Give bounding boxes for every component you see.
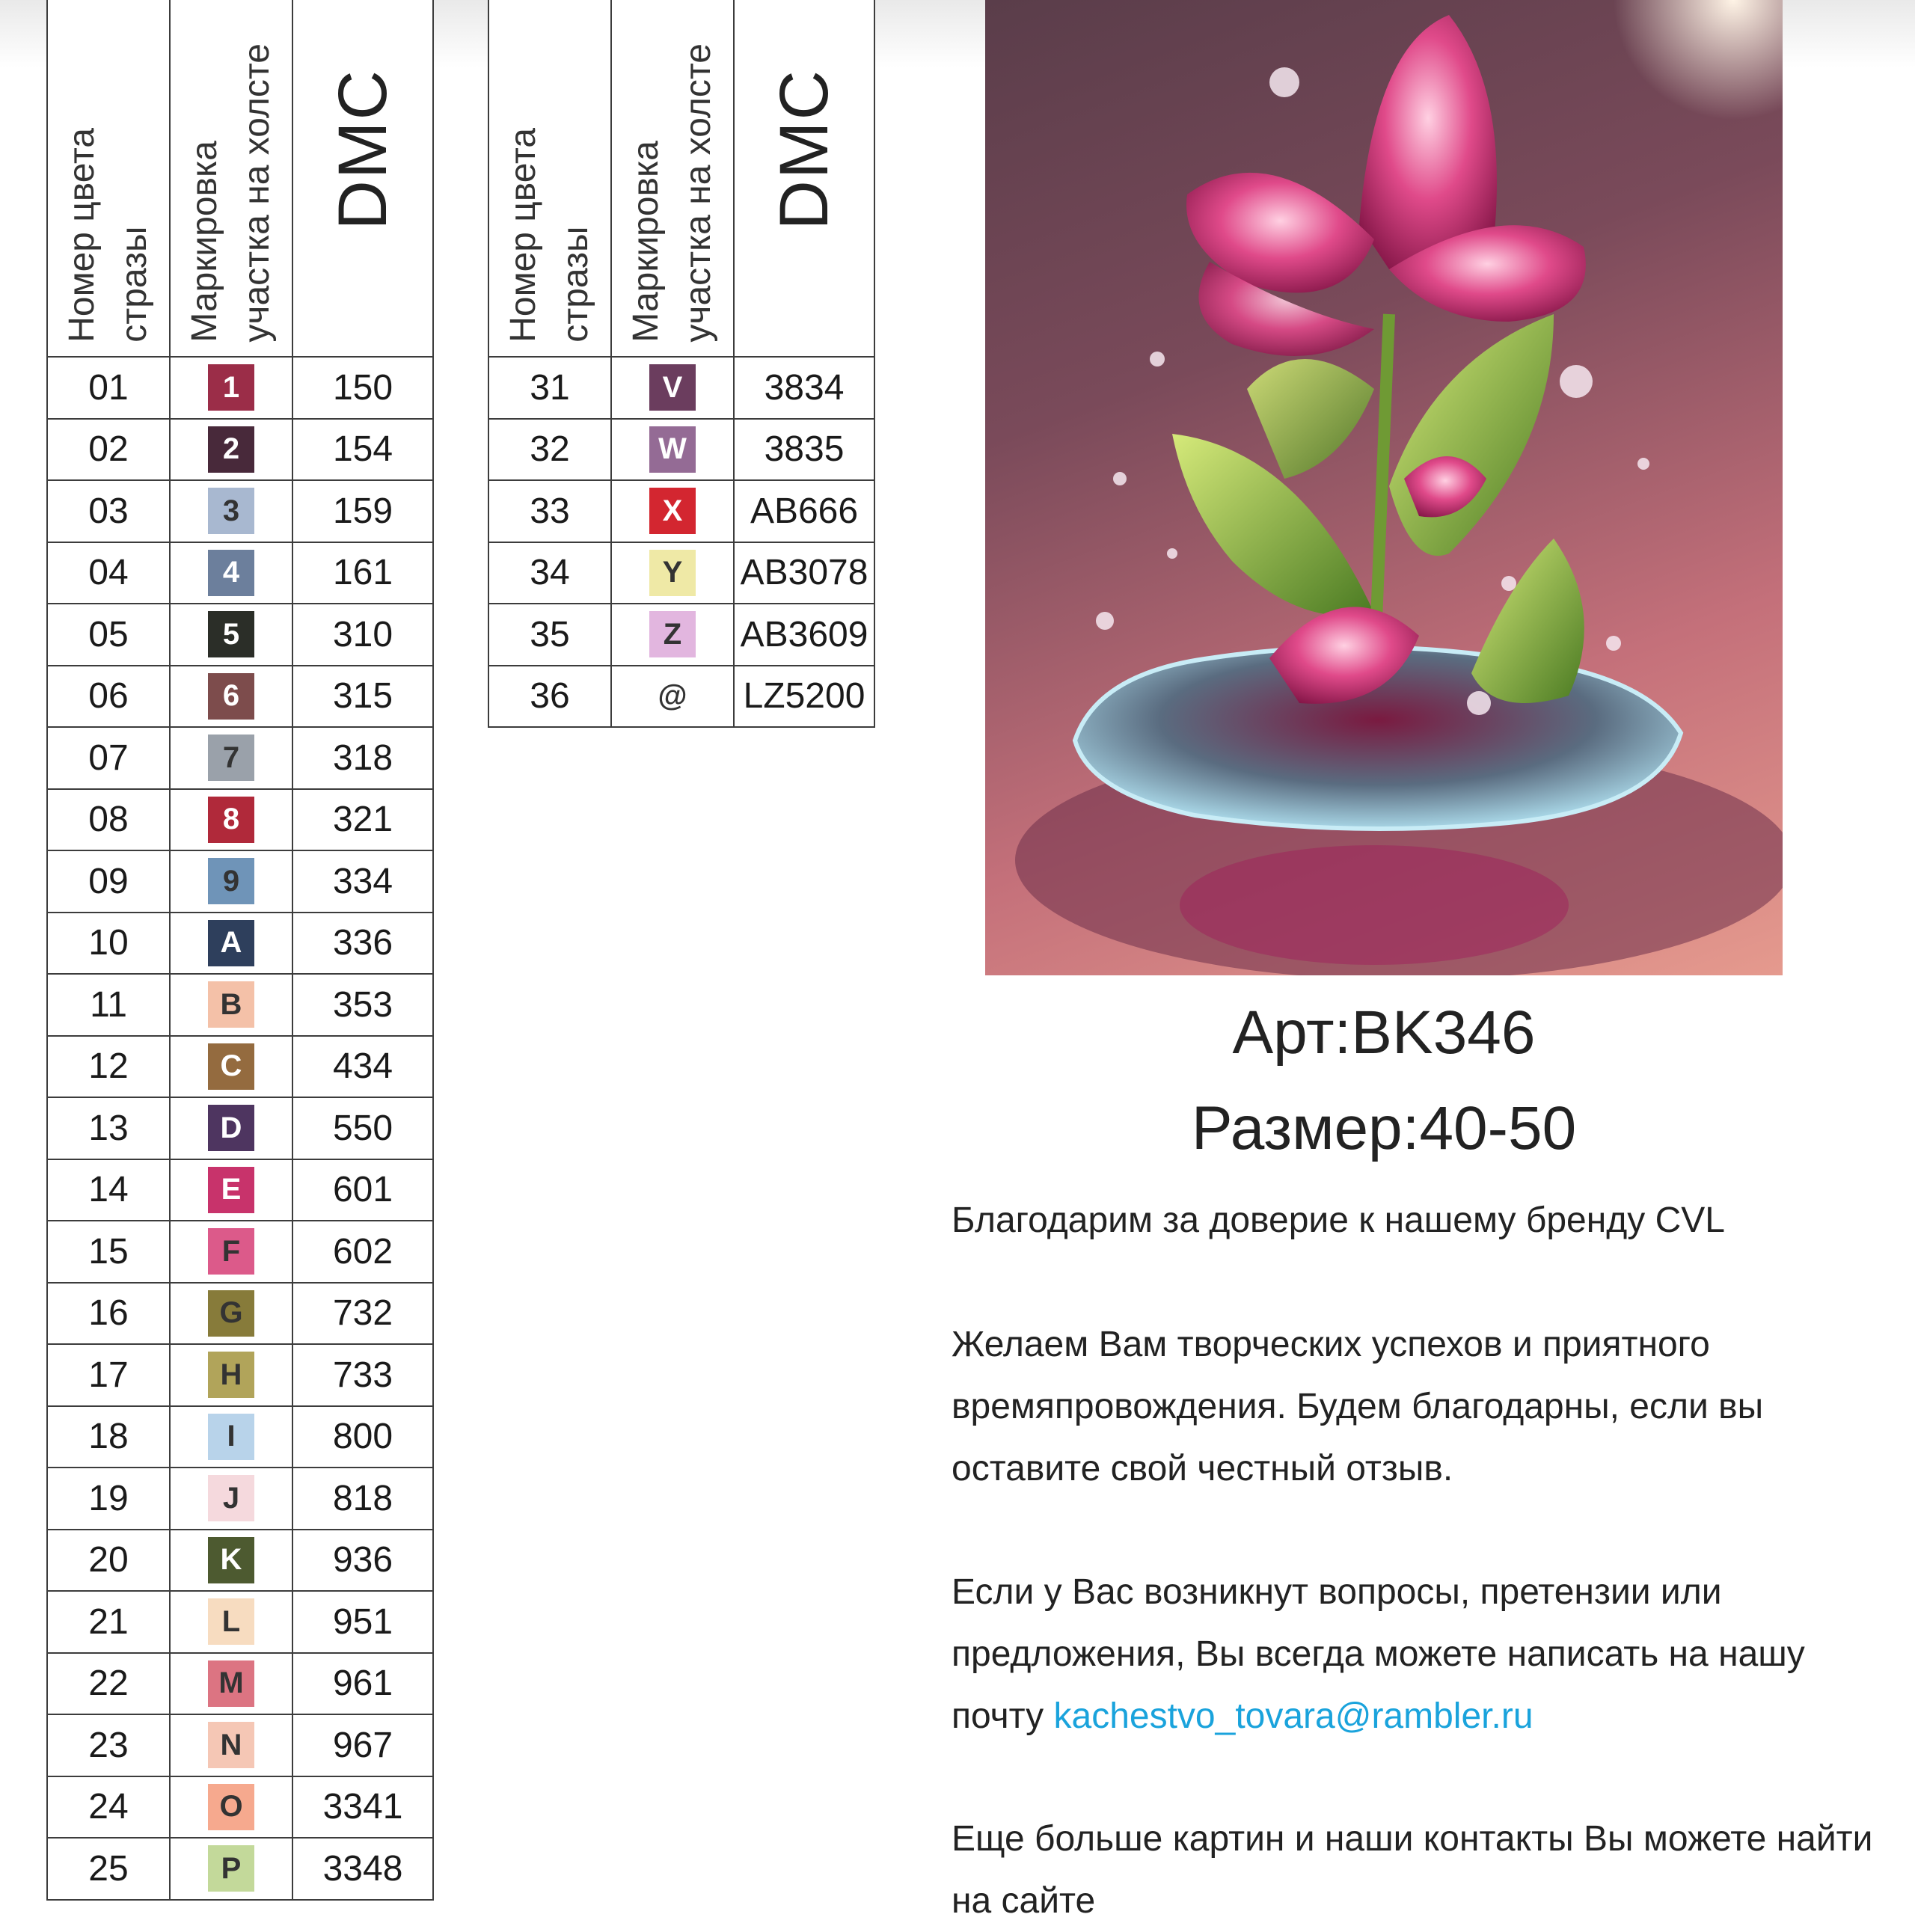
dmc-code: 353 xyxy=(292,974,433,1036)
legend-row xyxy=(47,789,433,851)
legend-row xyxy=(488,666,874,728)
legend-row xyxy=(47,1653,433,1715)
legend-row xyxy=(47,1221,433,1283)
color-swatch: 3 xyxy=(208,488,254,534)
canvas-marking-cell xyxy=(170,419,292,481)
color-swatch: P xyxy=(208,1845,254,1892)
color-number: 22 xyxy=(47,1653,170,1715)
dmc-code: AB666 xyxy=(734,480,874,542)
canvas-marking-cell xyxy=(170,1283,292,1345)
legend-row xyxy=(47,1714,433,1776)
color-swatch: M xyxy=(208,1660,254,1707)
color-number: 16 xyxy=(47,1283,170,1345)
color-number: 13 xyxy=(47,1097,170,1159)
legend-row xyxy=(47,913,433,975)
legend-row xyxy=(47,1097,433,1159)
color-swatch: A xyxy=(208,920,254,966)
dmc-code: 154 xyxy=(292,419,433,481)
legend-row xyxy=(47,419,433,481)
color-number: 01 xyxy=(47,357,170,419)
color-number: 14 xyxy=(47,1159,170,1221)
contact-prefix: Если у Вас возникнут вопросы, претензии или предложения, Вы всегда можете написать на нашу почту xyxy=(952,1572,1805,1736)
color-number: 36 xyxy=(488,666,611,728)
legend-row xyxy=(47,974,433,1036)
canvas-marking-cell xyxy=(170,542,292,604)
legend-row xyxy=(47,357,433,419)
color-legend-table-left xyxy=(46,0,434,1901)
color-number: 03 xyxy=(47,480,170,542)
legend-row xyxy=(47,1406,433,1468)
legend-row xyxy=(488,542,874,604)
dmc-code: AB3078 xyxy=(734,542,874,604)
dmc-code: 602 xyxy=(292,1221,433,1283)
canvas-marking-cell xyxy=(170,727,292,789)
header-canvas-marking: Маркировка участка на холсте xyxy=(611,0,734,357)
contact-text xyxy=(952,1561,1879,1747)
product-picture xyxy=(985,0,1783,975)
dmc-code: 159 xyxy=(292,480,433,542)
legend-row xyxy=(47,1344,433,1406)
color-swatch: 1 xyxy=(208,364,254,411)
color-swatch: V xyxy=(649,364,696,411)
canvas-marking-cell xyxy=(611,480,734,542)
color-legend-table-right xyxy=(488,0,875,728)
header-color-number: Номер цвета стразы xyxy=(47,0,170,357)
legend-row xyxy=(47,1838,433,1900)
legend-row xyxy=(488,357,874,419)
color-swatch: B xyxy=(208,981,254,1028)
canvas-marking-cell xyxy=(611,666,734,728)
canvas-marking-cell xyxy=(611,357,734,419)
dmc-code: 3834 xyxy=(734,357,874,419)
color-number: 18 xyxy=(47,1406,170,1468)
color-swatch: O xyxy=(208,1784,254,1830)
canvas-marking-cell xyxy=(170,1406,292,1468)
legend-row xyxy=(47,1591,433,1653)
color-swatch: Y xyxy=(649,550,696,596)
thanks-text: Благодарим за доверие к нашему бренду CVL xyxy=(952,1200,1725,1240)
dmc-code: 161 xyxy=(292,542,433,604)
legend-row xyxy=(47,1159,433,1221)
color-number: 11 xyxy=(47,974,170,1036)
color-number: 19 xyxy=(47,1468,170,1530)
color-swatch: Z xyxy=(649,611,696,657)
color-swatch: F xyxy=(208,1228,254,1275)
dmc-code: 936 xyxy=(292,1530,433,1592)
canvas-marking-cell xyxy=(611,604,734,666)
canvas-marking-cell xyxy=(170,1838,292,1900)
legend-row xyxy=(47,480,433,542)
color-number: 33 xyxy=(488,480,611,542)
dmc-code: 550 xyxy=(292,1097,433,1159)
legend-row xyxy=(47,1036,433,1098)
color-number: 15 xyxy=(47,1221,170,1283)
canvas-marking-cell xyxy=(170,1776,292,1839)
canvas-marking-cell xyxy=(170,1653,292,1715)
color-swatch: 2 xyxy=(208,426,254,473)
legend-row xyxy=(47,850,433,913)
dmc-code: 818 xyxy=(292,1468,433,1530)
color-swatch: K xyxy=(208,1537,254,1583)
color-number: 32 xyxy=(488,419,611,481)
support-email-link[interactable]: kachestvo_tovara@rambler.ru xyxy=(1053,1696,1533,1736)
header-dmc: DMC xyxy=(734,0,874,357)
dmc-code: 3341 xyxy=(292,1776,433,1839)
dmc-code: 3835 xyxy=(734,419,874,481)
legend-row xyxy=(47,727,433,789)
color-swatch: 6 xyxy=(208,673,254,720)
header-canvas-marking: Маркировка участка на холсте xyxy=(170,0,292,357)
dmc-code: 318 xyxy=(292,727,433,789)
color-number: 24 xyxy=(47,1776,170,1839)
color-number: 34 xyxy=(488,542,611,604)
canvas-marking-cell xyxy=(170,1036,292,1098)
canvas-marking-cell xyxy=(170,1159,292,1221)
product-size: Размер:40-50 xyxy=(1191,1094,1577,1162)
dmc-code: LZ5200 xyxy=(734,666,874,728)
color-swatch: 8 xyxy=(208,797,254,843)
canvas-marking-cell xyxy=(170,1530,292,1592)
color-number: 25 xyxy=(47,1838,170,1900)
canvas-marking-cell xyxy=(170,1344,292,1406)
header-dmc: DMC xyxy=(292,0,433,357)
color-number: 07 xyxy=(47,727,170,789)
canvas-marking-cell xyxy=(170,666,292,728)
canvas-marking-cell xyxy=(170,604,292,666)
dmc-code: 733 xyxy=(292,1344,433,1406)
color-number: 10 xyxy=(47,913,170,975)
color-swatch: I xyxy=(208,1414,254,1460)
color-swatch: J xyxy=(208,1475,254,1521)
color-swatch: D xyxy=(208,1105,254,1151)
dmc-code: 336 xyxy=(292,913,433,975)
legend-row xyxy=(47,604,433,666)
color-number: 04 xyxy=(47,542,170,604)
lily-illustration xyxy=(985,0,1783,975)
dmc-code: 334 xyxy=(292,850,433,913)
color-number: 17 xyxy=(47,1344,170,1406)
wish-text: Желаем Вам творческих успехов и приятного времяпровождения. Будем благодарны, если вы оставите свой честный отзыв. xyxy=(952,1325,1764,1488)
color-swatch: E xyxy=(208,1167,254,1213)
canvas-marking-cell xyxy=(170,789,292,851)
dmc-code: 321 xyxy=(292,789,433,851)
color-swatch: 9 xyxy=(208,858,254,904)
color-number: 35 xyxy=(488,604,611,666)
legend-row xyxy=(47,1283,433,1345)
color-swatch: G xyxy=(208,1290,254,1337)
dmc-code: 434 xyxy=(292,1036,433,1098)
canvas-marking-cell xyxy=(170,357,292,419)
legend-row xyxy=(47,542,433,604)
dmc-code: 310 xyxy=(292,604,433,666)
canvas-marking-cell xyxy=(170,850,292,913)
color-number: 02 xyxy=(47,419,170,481)
dmc-code: 150 xyxy=(292,357,433,419)
dmc-code: 967 xyxy=(292,1714,433,1776)
more-text: Еще больше картин и наши контакты Вы можете найти на сайте xyxy=(952,1819,1873,1921)
color-number: 23 xyxy=(47,1714,170,1776)
canvas-marking-cell xyxy=(611,419,734,481)
legend-row xyxy=(488,604,874,666)
color-number: 20 xyxy=(47,1530,170,1592)
legend-row xyxy=(488,419,874,481)
color-swatch: 5 xyxy=(208,611,254,657)
dmc-code: 601 xyxy=(292,1159,433,1221)
canvas-marking-cell xyxy=(170,1591,292,1653)
dmc-code: 951 xyxy=(292,1591,433,1653)
dmc-code: AB3609 xyxy=(734,604,874,666)
color-number: 08 xyxy=(47,789,170,851)
color-swatch: H xyxy=(208,1352,254,1398)
color-swatch: W xyxy=(649,426,696,473)
canvas-marking-cell xyxy=(170,974,292,1036)
dmc-code: 315 xyxy=(292,666,433,728)
color-number: 12 xyxy=(47,1036,170,1098)
color-swatch: L xyxy=(208,1598,254,1645)
color-number: 06 xyxy=(47,666,170,728)
canvas-marking-cell xyxy=(170,1221,292,1283)
canvas-marking-cell xyxy=(170,913,292,975)
color-swatch: X xyxy=(649,488,696,534)
legend-row xyxy=(47,1530,433,1592)
canvas-marking-cell xyxy=(170,1097,292,1159)
color-number: 05 xyxy=(47,604,170,666)
legend-row xyxy=(47,1776,433,1839)
canvas-marking-cell xyxy=(170,1714,292,1776)
dmc-code: 961 xyxy=(292,1653,433,1715)
header-color-number: Номер цвета стразы xyxy=(488,0,611,357)
color-swatch: 4 xyxy=(208,550,254,596)
color-swatch: C xyxy=(208,1043,254,1090)
color-number: 09 xyxy=(47,850,170,913)
legend-row xyxy=(47,1468,433,1530)
color-number: 31 xyxy=(488,357,611,419)
legend-row xyxy=(47,666,433,728)
color-swatch: 7 xyxy=(208,735,254,781)
canvas-marking-cell xyxy=(170,480,292,542)
legend-row xyxy=(488,480,874,542)
dmc-code: 800 xyxy=(292,1406,433,1468)
product-article: Арт:BK346 xyxy=(1232,999,1536,1067)
color-swatch: @ xyxy=(649,673,696,720)
color-swatch: N xyxy=(208,1722,254,1768)
dmc-code: 3348 xyxy=(292,1838,433,1900)
canvas-marking-cell xyxy=(611,542,734,604)
color-number: 21 xyxy=(47,1591,170,1653)
canvas-marking-cell xyxy=(170,1468,292,1530)
dmc-code: 732 xyxy=(292,1283,433,1345)
